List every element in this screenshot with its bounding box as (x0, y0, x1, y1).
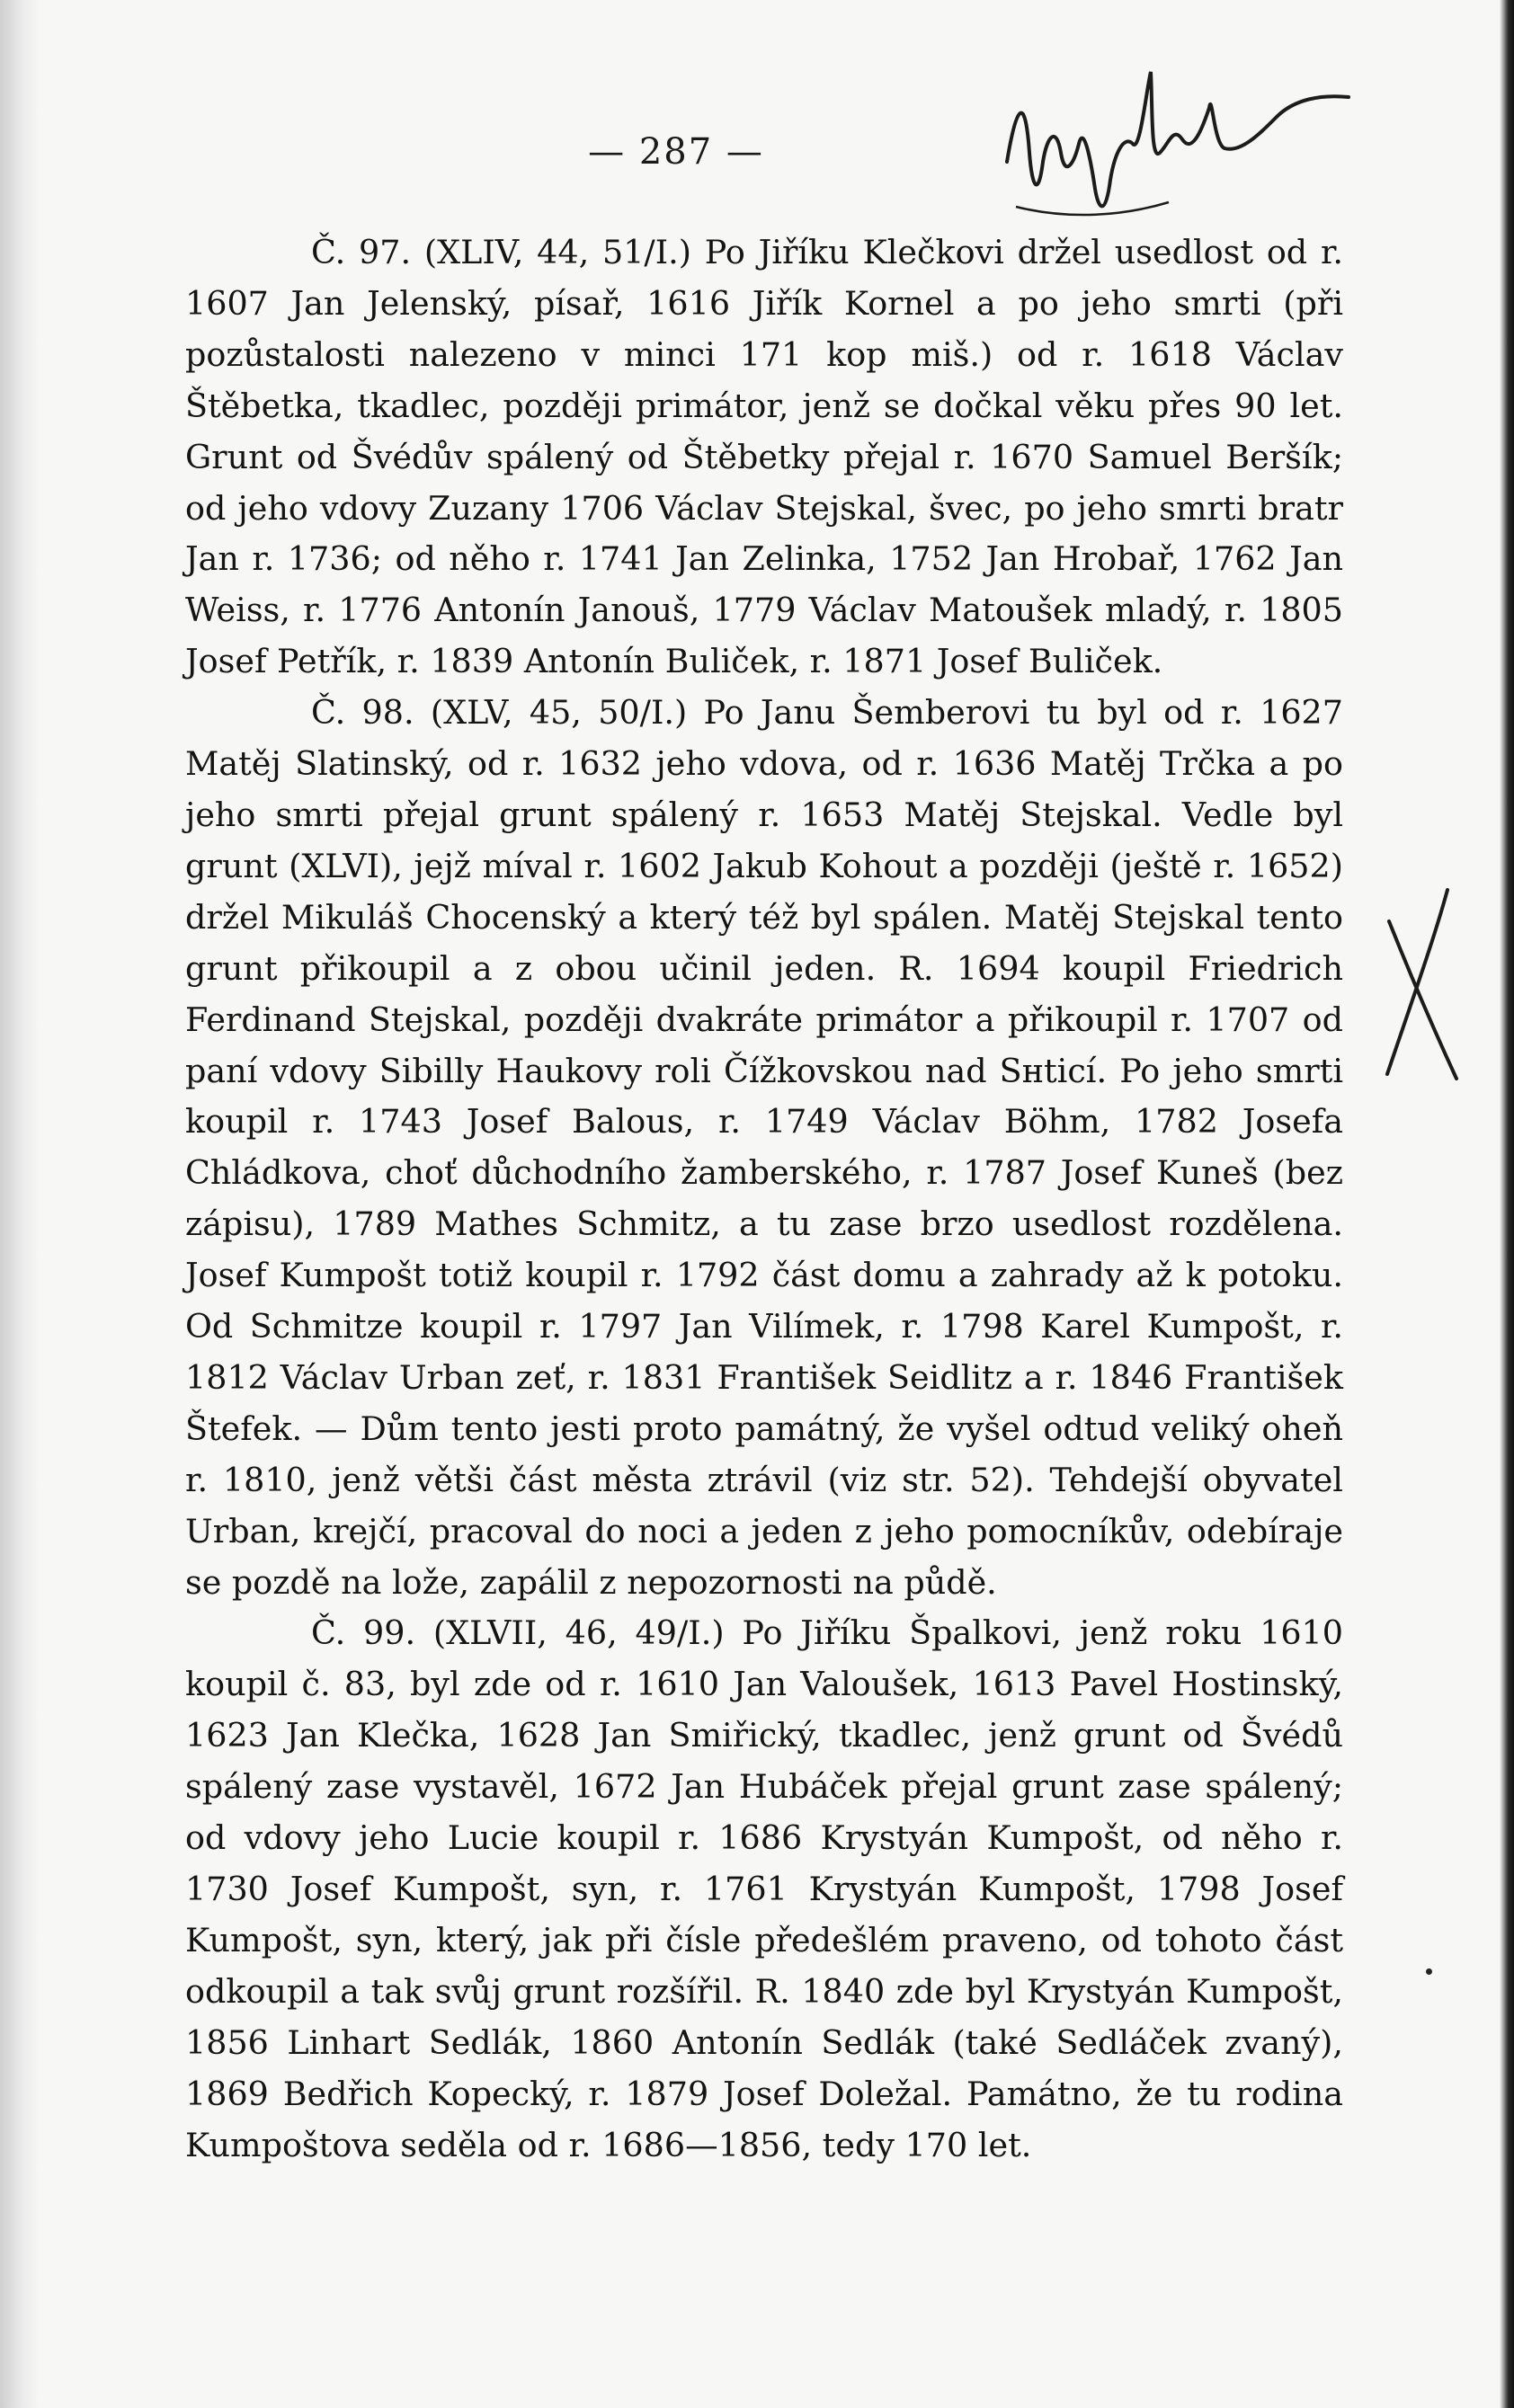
paragraph-c98: Č. 98. (XLV, 45, 50/I.) Po Janu Šemberovi tu byl od r. 1627 Matěj Slatinský, od r. 1632 jeho vdova, od r. 1636 Matěj Trčka a po jeho smrti přejal grunt spálený r. 1653 Matěj Stejskal. Vedle byl grunt (XLVI), jejž míval r. 1602 Jakub Kohout a později (ještě r. 1652) držel Mikuláš Chocenský a který též byl spálen. Matěj Stejskal tento grunt přikoupil a z obou učinil jeden. R. 1694 koupil Friedrich Ferdinand Stejskal, později dvakráte primátor a přikoupil r. 1707 od paní vdovy Sibilly Haukovy roli Čížkovskou nad Sнticí. Po jeho smrti koupil r. 1743 Josef Balous, r. 1749 Václav Böhm, 1782 Josefa Chládkova, choť důchodního žamberského, r. 1787 Josef Kuneš (bez zápisu), 1789 Mathes Schmitz, a tu zase brzo usedlost rozdělena. Josef Kumpošt totiž koupil r. 1792 část domu a zahrady až k potoku. Od Schmitze koupil r. 1797 Jan Vilímek, r. 1798 Karel Kumpošt, r. 1812 Václav Urban zeť, r. 1831 František Seidlitz a r. 1846 František Štefek. — Dům tento jesti proto památný, že vyšel odtud veliký oheň r. 1810, jenž větši část města ztrávil (viz str. 52). Tehdejší obyvatel Urban, krejčí, pracoval do noci a jeden z jeho pomocníkův, odebíraje se pozdě na lože, zapálil z nepozornosti na půdě. (185, 693, 1343, 1602)
signature-icon (989, 54, 1367, 225)
page-edge (1500, 0, 1514, 2408)
ink-speck (1426, 1968, 1432, 1975)
binding-shadow (0, 0, 40, 2408)
paragraph-c97: Č. 97. (XLIV, 44, 51/I.) Po Jiříku Klečkovi držel usedlost od r. 1607 Jan Jelenský, písař, 1616 Jiřík Kornel a po jeho smrti (při pozůstalosti nalezeno v minci 171 kop miš.) od r. 1618 Václav Štěbetka, tkadlec, později primátor, jenž se dočkal věku přes 90 let. Grunt od Švédův spálený od Štěbetky přejal r. 1670 Samuel Beršík; od jeho vdovy Zuzany 1706 Václav Stejskal, švec, po jeho smrti bratr Jan r. 1736; od něho r. 1741 Jan Zelinka, 1752 Jan Hrobař, 1762 Jan Weiss, r. 1776 Antonín Janouš, 1779 Václav Matoušek mladý, r. 1805 Josef Petřík, r. 1839 Antonín Buliček, r. 1871 Josef Buliček. (185, 233, 1343, 681)
article-body (185, 227, 1343, 2171)
page-number: — 287 — (588, 131, 764, 173)
margin-mark-icon (1380, 885, 1461, 1083)
paragraph-c99: Č. 99. (XLVII, 46, 49/I.) Po Jiříku Špalkovi, jenž roku 1610 koupil č. 83, byl zde od r. 1610 Jan Valoušek, 1613 Pavel Hostinský, 1623 Jan Klečka, 1628 Jan Smiřický, tkadlec, jenž grunt od Švédů spálený zase vystavěl, 1672 Jan Hubáček přejal grunt zase spálený; od vdovy jeho Lucie koupil r. 1686 Krystyán Kumpošt, od něho r. 1730 Josef Kumpošt, syn, r. 1761 Krystyán Kumpošt, 1798 Josef Kumpošt, syn, který, jak při čísle předešlém praveno, od tohoto část odkoupil a tak svůj grunt rozšířil. R. 1840 zde byl Krystyán Kumpošt, 1856 Linhart Sedlák, 1860 Antonín Sedlák (také Sedláček zvaný), 1869 Bedřich Kopecký, r. 1879 Josef Doležal. Památno, že tu rodina Kumpoštova seděla od r. 1686—1856, tedy 170 let. (185, 1613, 1343, 2164)
